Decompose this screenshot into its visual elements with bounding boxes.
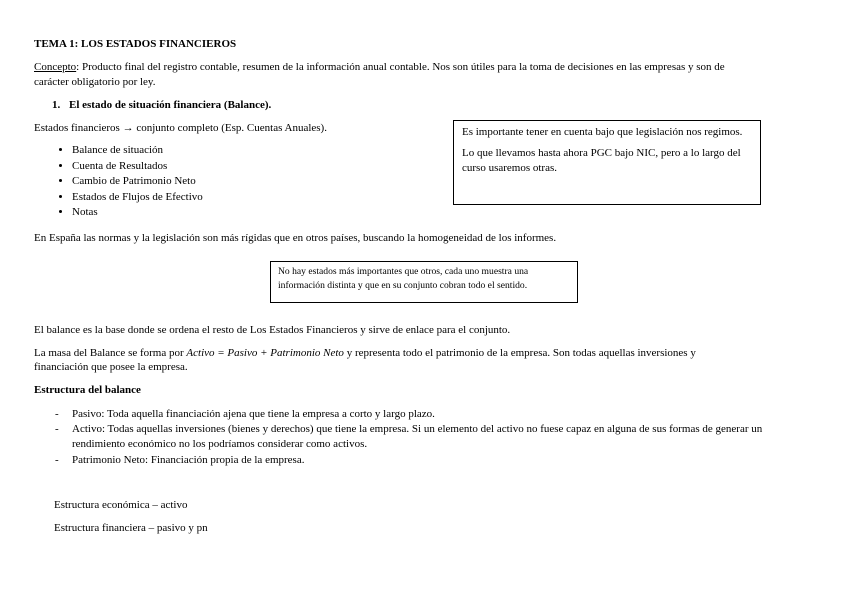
dash-item: Patrimonio Neto: Financiación propia de la empresa. — [72, 454, 305, 466]
list-item: • Cambio de Patrimonio Neto — [72, 174, 203, 190]
masa-line2: financiación que posee la empresa. — [34, 361, 188, 373]
page-title: TEMA 1: LOS ESTADOS FINANCIEROS — [34, 38, 237, 50]
list-item: • Cuenta de Resultados — [72, 159, 203, 175]
dash-bullet: - — [55, 408, 59, 420]
espana-paragraph: En España las normas y la legislación son más rígidas que en otros países, buscando la homogeneidad de los informes. — [34, 232, 557, 244]
masa-post: y representa todo el patrimonio de la empresa. Son todas aquellas inversiones y — [343, 347, 696, 359]
legislation-note-box — [453, 120, 761, 205]
estructura-financiera: Estructura financiera – pasivo y pn — [54, 522, 208, 534]
section1-number: 1. — [52, 99, 61, 111]
estados-list — [40, 143, 203, 221]
section1-heading — [52, 98, 271, 113]
dash-item: Activo: Todas aquellas inversiones (bienes y derechos) que tiene la empresa. Si un elemento del activo no fuese capaz en alguna de sus formas de generar un rendimiento económico no los podríamos considerar como activos. — [72, 423, 763, 450]
balance-base-paragraph: El balance es la base donde se ordena el resto de Los Estados Financieros y sirve de enlace para el conjunto. — [34, 324, 511, 336]
estados-intro: Estados financieros → conjunto completo (Esp. Cuentas Anuales). — [34, 122, 327, 134]
dash-bullet: - — [55, 454, 59, 466]
estados-note-box: No hay estados más importantes que otros, cada uno muestra una información distinta y que en su conjunto cobran todo el sentido. — [270, 261, 578, 303]
note-paragraph: Es importante tener en cuenta bajo que legislación nos regimos. — [462, 126, 743, 138]
note-paragraph: Lo que llevamos hasta ahora PGC bajo NIC, pero a lo largo del curso usaremos otras. — [462, 147, 741, 174]
section1-title: El estado de situación financiera (Balance). — [69, 99, 272, 111]
concepto-text: : Producto final del registro contable, resumen de la información anual contable. Nos son útiles para la toma de decisiones en las empresas y son de — [76, 61, 725, 73]
concepto-line1 — [34, 60, 725, 75]
masa-line1 — [34, 346, 696, 361]
concepto-line2: carácter obligatorio por ley. — [34, 76, 156, 88]
estructura-heading: Estructura del balance — [34, 384, 141, 396]
dash-item: Pasivo: Toda aquella financiación ajena que tiene la empresa a corto y largo plazo. — [72, 408, 435, 420]
concepto-label: Concepto — [34, 61, 77, 73]
list-item: • Balance de situación — [72, 143, 203, 159]
balance-formula: Activo = Pasivo + Patrimonio Neto — [186, 347, 344, 359]
list-item: • Notas — [72, 205, 203, 221]
dash-bullet: - — [55, 423, 59, 435]
list-item: • Estados de Flujos de Efectivo — [72, 190, 203, 206]
masa-pre: La masa del Balance se forma por — [34, 347, 187, 359]
estructura-economica: Estructura económica – activo — [54, 499, 188, 511]
